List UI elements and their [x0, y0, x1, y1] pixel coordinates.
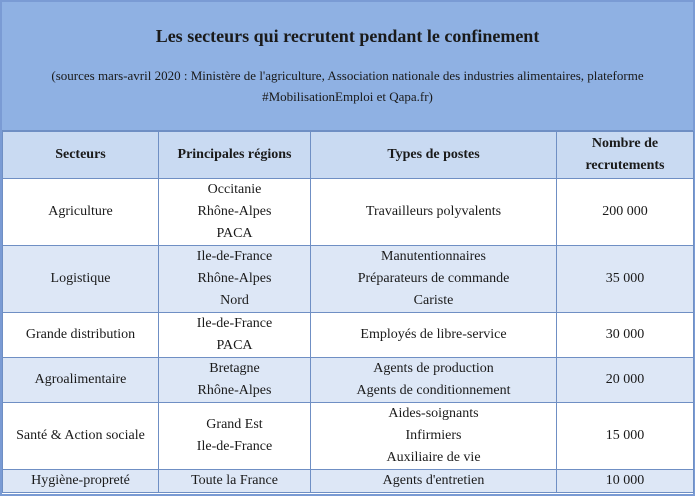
cell-postes-line: Employés de libre-service	[360, 327, 507, 342]
cell-nombre: 10 000	[557, 470, 694, 493]
cell-nombre: 200 000	[557, 179, 694, 246]
cell-regions	[159, 403, 311, 470]
cell-regions-line: Grand Est	[206, 417, 263, 432]
table-row	[3, 179, 694, 246]
cell-nombre: 20 000	[557, 358, 694, 403]
cell-nombre: 15 000	[557, 403, 694, 470]
table-row	[3, 313, 694, 358]
table-row	[3, 246, 694, 313]
cell-regions-line: Rhône-Alpes	[197, 204, 272, 219]
cell-regions-line: PACA	[216, 226, 253, 241]
cell-postes-line: Manutentionnaires	[381, 249, 486, 264]
sources-subtitle: (sources mars-avril 2020 : Ministère de l'agriculture, Association nationale des industries alimentaires, plateforme #MobilisationEmploi et Qapa.fr)	[51, 68, 644, 104]
title-banner	[2, 2, 693, 131]
cell-postes-line: Agents d'entretien	[382, 473, 485, 488]
cell-postes	[311, 246, 557, 313]
column-header-secteurs: Secteurs	[3, 132, 159, 179]
cell-secteur: Grande distribution	[3, 313, 159, 358]
cell-regions-line: Occitanie	[207, 182, 262, 197]
cell-postes-line: Agents de production	[373, 361, 494, 376]
cell-secteur: Logistique	[3, 246, 159, 313]
cell-regions	[159, 470, 311, 493]
column-header-postes: Types de postes	[311, 132, 557, 179]
cell-regions-line: Rhône-Alpes	[197, 383, 272, 398]
cell-regions	[159, 358, 311, 403]
cell-regions	[159, 179, 311, 246]
sectors-table	[2, 131, 694, 493]
cell-regions-line: Nord	[220, 293, 249, 308]
column-header-regions: Principales régions	[159, 132, 311, 179]
cell-regions	[159, 246, 311, 313]
cell-regions-line: PACA	[216, 338, 253, 353]
cell-nombre: 35 000	[557, 246, 694, 313]
cell-regions-line: Bretagne	[209, 361, 260, 376]
cell-secteur: Santé & Action sociale	[3, 403, 159, 470]
table-header-row	[3, 132, 694, 179]
cell-regions-line: Ile-de-France	[196, 316, 273, 331]
cell-secteur: Agriculture	[3, 179, 159, 246]
cell-postes	[311, 179, 557, 246]
cell-regions-line: Ile-de-France	[196, 249, 273, 264]
cell-regions-line: Rhône-Alpes	[197, 271, 272, 286]
cell-postes-line: Agents de conditionnement	[356, 383, 511, 398]
cell-postes	[311, 313, 557, 358]
column-header-nombre: Nombre de recrutements	[557, 132, 694, 179]
cell-postes-line: Cariste	[413, 293, 454, 308]
cell-regions-line: Ile-de-France	[196, 439, 273, 454]
cell-postes-line: Auxiliaire de vie	[386, 450, 481, 465]
cell-secteur: Hygiène-propreté	[3, 470, 159, 493]
cell-postes	[311, 358, 557, 403]
cell-secteur: Agroalimentaire	[3, 358, 159, 403]
cell-regions-line: Toute la France	[191, 473, 278, 488]
table-row	[3, 403, 694, 470]
cell-postes-line: Aides-soignants	[388, 406, 479, 421]
cell-postes-line: Infirmiers	[405, 428, 462, 443]
table-row	[3, 470, 694, 493]
table-body	[3, 179, 694, 493]
cell-regions	[159, 313, 311, 358]
table-row	[3, 358, 694, 403]
cell-postes	[311, 470, 557, 493]
page-title: Les secteurs qui recrutent pendant le confinement	[155, 26, 540, 46]
cell-postes-line: Travailleurs polyvalents	[365, 204, 502, 219]
cell-postes	[311, 403, 557, 470]
cell-nombre: 30 000	[557, 313, 694, 358]
cell-postes-line: Préparateurs de commande	[357, 271, 510, 286]
